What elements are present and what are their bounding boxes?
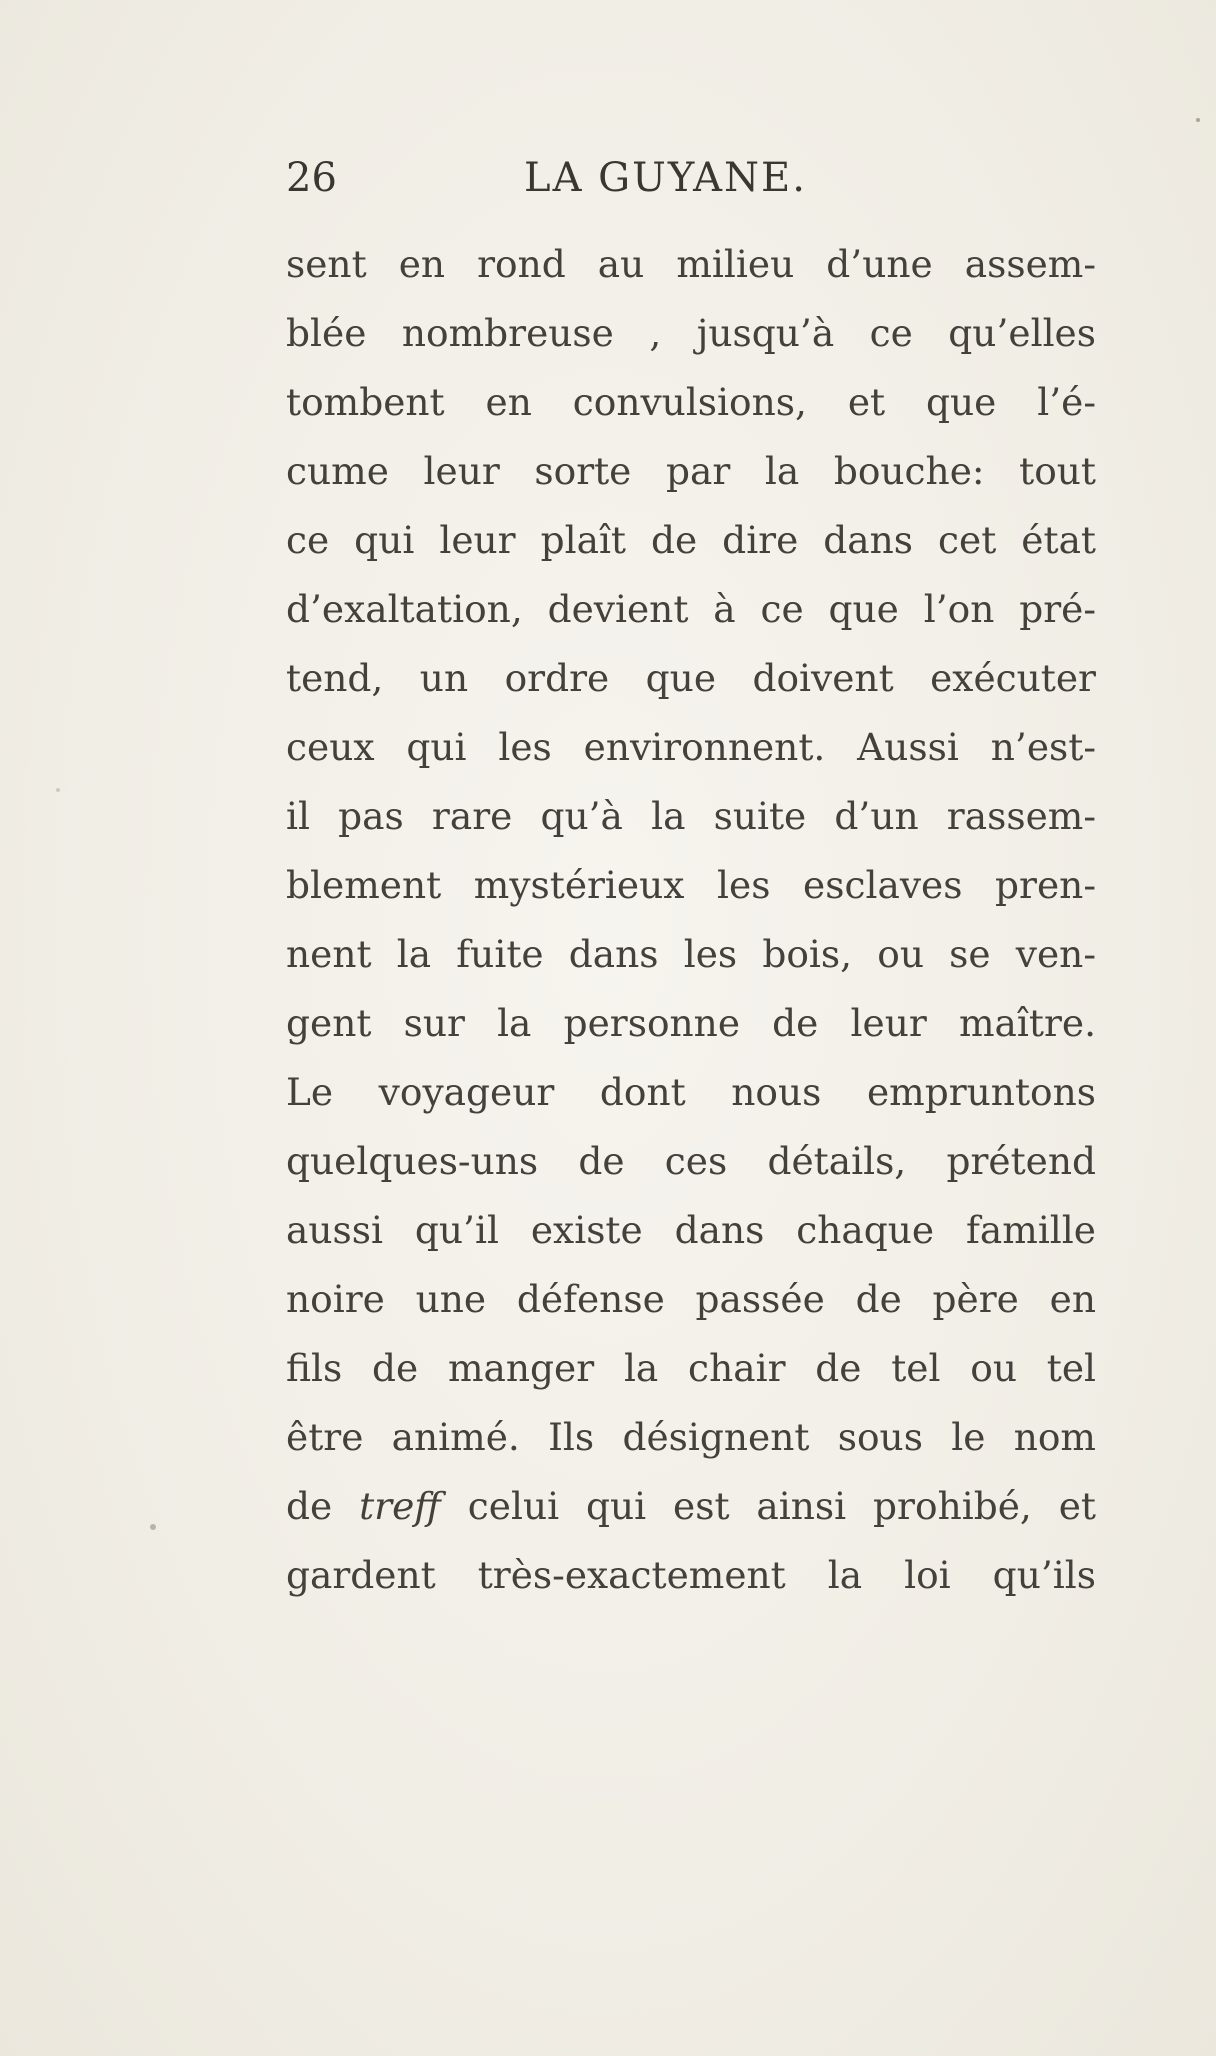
text-line: Le voyageur dont nous empruntons bbox=[286, 1070, 1096, 1114]
text-line: nent la fuite dans les bois, ou se ven- bbox=[286, 932, 1096, 976]
running-head bbox=[286, 148, 1096, 208]
body-text bbox=[286, 230, 1096, 1610]
text-line: quelques-uns de ces détails, prétend bbox=[286, 1139, 1096, 1183]
text-line: être animé. Ils désignent sous le nom bbox=[286, 1415, 1096, 1459]
text-line: gent sur la personne de leur maître. bbox=[286, 1001, 1096, 1045]
text-line: ce qui leur plaît de dire dans cet état bbox=[286, 518, 1096, 562]
text-line: blée nombreuse , jusqu’à ce qu’elles bbox=[286, 311, 1096, 355]
page-number: 26 bbox=[286, 155, 337, 201]
text-line: noire une défense passée de père en bbox=[286, 1277, 1096, 1321]
paper-speck bbox=[56, 788, 60, 792]
text-line: blement mystérieux les esclaves pren- bbox=[286, 863, 1096, 907]
paper-speck bbox=[150, 1524, 156, 1530]
text-line: cume leur sorte par la bouche: tout bbox=[286, 449, 1096, 493]
text-line: aussi qu’il existe dans chaque famille bbox=[286, 1208, 1096, 1252]
text-line: d’exaltation, devient à ce que l’on pré- bbox=[286, 587, 1096, 631]
text-line: fils de manger la chair de tel ou tel bbox=[286, 1346, 1096, 1390]
text-line: gardent très-exactement la loi qu’ils bbox=[286, 1553, 1096, 1597]
text-line: il pas rare qu’à la suite d’un rassem- bbox=[286, 794, 1096, 838]
text-line: ceux qui les environnent. Aussi n’est- bbox=[286, 725, 1096, 769]
italic-word: treff bbox=[359, 1484, 441, 1528]
text-line: tend, un ordre que doivent exécuter bbox=[286, 656, 1096, 700]
text-line: tombent en convulsions, et que l’é- bbox=[286, 380, 1096, 424]
running-title: LA GUYANE. bbox=[524, 155, 807, 201]
text-line: sent en rond au milieu d’une assem- bbox=[286, 242, 1096, 286]
paper-speck bbox=[1196, 118, 1200, 122]
text-line: de treff celui qui est ainsi prohibé, et bbox=[286, 1484, 1096, 1528]
